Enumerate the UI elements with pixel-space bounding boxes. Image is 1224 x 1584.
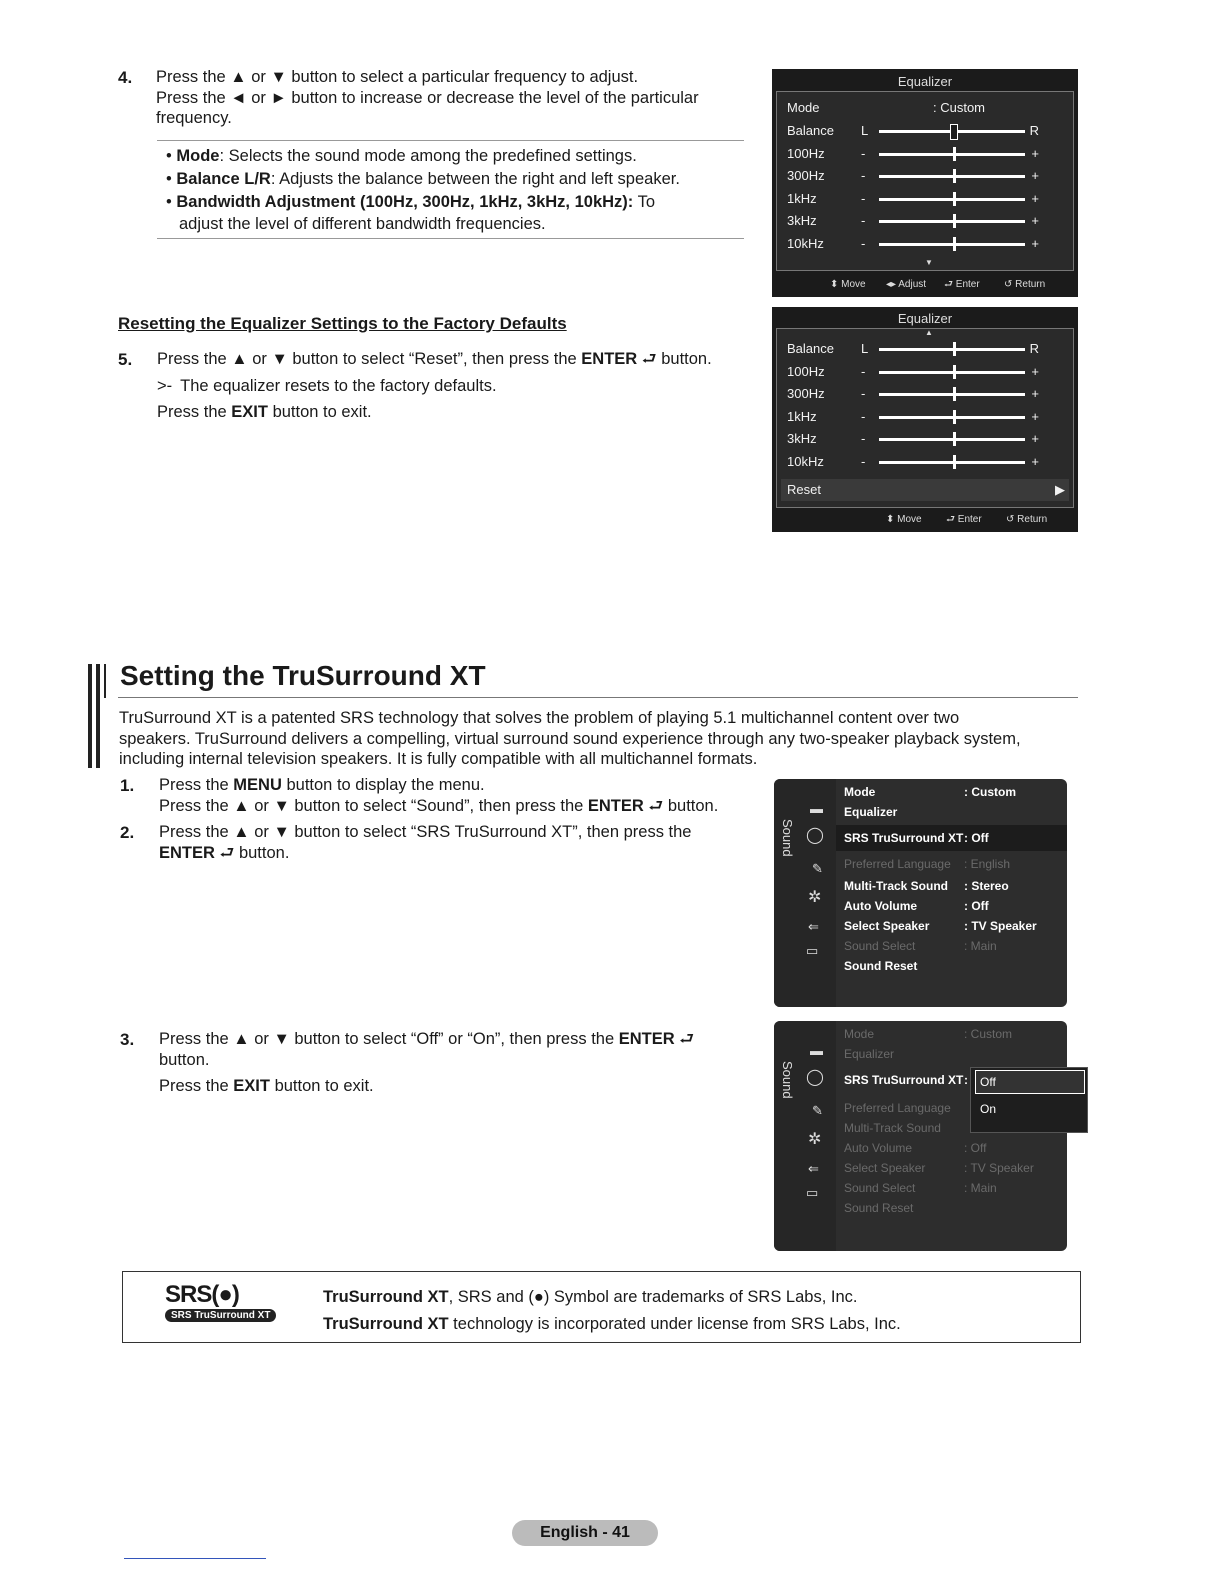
menu-item-sound-reset[interactable]: Sound Reset — [844, 959, 918, 973]
section-marker — [104, 664, 106, 698]
menu-item-value: : TV Speaker — [964, 919, 1037, 933]
return-hint: ↺ Return — [1006, 514, 1048, 525]
eq-label: 100Hz — [787, 363, 825, 379]
step4-text — [156, 67, 756, 129]
eq-row-1khz[interactable] — [787, 188, 1067, 210]
page-number — [512, 1520, 658, 1546]
menu-item-value: : Off — [964, 899, 989, 913]
screen-title: Equalizer — [897, 311, 953, 326]
step3-line1: Press the ▲ or ▼ button to select “Off” or “On”, then press the ENTER ⮐ — [159, 1030, 695, 1048]
eq-max: + — [1031, 235, 1039, 251]
eq-label: 1kHz — [787, 408, 817, 424]
eq-slider-knob[interactable] — [953, 192, 956, 206]
menu-item-multi-track-sound[interactable]: Multi-Track Sound — [844, 1121, 941, 1135]
eq-min: - — [861, 363, 866, 379]
move-hint: ⬍ Move — [886, 514, 922, 525]
channel-icon: ✎ — [812, 861, 823, 876]
step5-line1: Press the ▲ or ▼ button to select “Reset”, then press the ENTER ⮐ button. — [157, 350, 712, 368]
eq-max: + — [1031, 431, 1039, 446]
equalizer-screen-1 — [772, 69, 1078, 297]
menu-item-value: : Stereo — [964, 879, 1009, 893]
option-popup — [970, 1067, 1088, 1133]
section-title: Setting the TruSurround XT — [120, 660, 486, 691]
eq-row-10khz[interactable] — [787, 233, 1067, 255]
menu-item-select-speaker[interactable]: Select Speaker — [844, 1161, 926, 1175]
reset-heading: Resetting the Equalizer Settings to the Factory Defaults — [118, 314, 567, 333]
step-number: 3. — [120, 1030, 135, 1049]
eq-label: Balance — [787, 123, 834, 138]
application-icon: ▭ — [806, 1185, 819, 1200]
trademark-line2: TruSurround XT technology is incorporated under license from SRS Labs, Inc. — [323, 1315, 901, 1333]
menu-item-value: : — [964, 1073, 968, 1087]
equalizer-panel — [776, 328, 1074, 508]
option-on[interactable]: On — [980, 1102, 997, 1116]
application-icon: ▭ — [806, 943, 819, 958]
eq-label: 10kHz — [787, 235, 824, 251]
right-arrow-icon: ▶ — [1055, 482, 1065, 497]
mode-label: Mode — [787, 100, 820, 115]
eq-max: + — [1031, 386, 1039, 401]
move-hint: ⬍ Move — [830, 279, 866, 290]
eq-slider-track[interactable] — [879, 243, 1025, 246]
eq-label: 10kHz — [787, 453, 824, 469]
step1-line2: Press the ▲ or ▼ button to select “Sound”, then press the ENTER ⮐ button. — [159, 796, 719, 815]
menu-item-value: : English — [964, 857, 1011, 871]
menu-sidebar — [774, 1021, 836, 1251]
page-number-label: English - 41 — [540, 1524, 630, 1541]
setup-icon: ✲ — [808, 889, 822, 906]
srs-logo-text: SRS(●) — [165, 1281, 239, 1308]
screen-title: Equalizer — [897, 74, 953, 89]
eq-row-3khz[interactable] — [787, 210, 1067, 232]
help-bar — [772, 508, 1078, 532]
eq-max: + — [1031, 213, 1039, 228]
footer-rule — [124, 1558, 266, 1559]
step4-line3: frequency. — [156, 109, 232, 127]
enter-hint: ⮐ Enter — [944, 279, 980, 290]
eq-row-100hz[interactable] — [787, 361, 1067, 383]
eq-slider-knob[interactable] — [953, 365, 956, 379]
trademark-box — [122, 1271, 1081, 1343]
eq-slider-knob[interactable] — [953, 169, 956, 183]
section-marker — [88, 664, 92, 768]
eq-min: - — [861, 386, 866, 401]
menu-item-sound-reset[interactable]: Sound Reset — [844, 1201, 914, 1215]
menu-item-mode[interactable]: Mode — [844, 1027, 875, 1041]
step5-exit: Press the EXIT button to exit. — [157, 403, 372, 421]
eq-label: 3kHz — [787, 431, 817, 446]
eq-slider-knob[interactable] — [953, 214, 956, 228]
menu-item-equalizer[interactable]: Equalizer — [844, 805, 898, 819]
step-number: 4. — [118, 68, 133, 87]
eq-slider-knob[interactable] — [953, 432, 956, 446]
sound-menu-2 — [774, 1021, 1067, 1251]
eq-min: - — [861, 431, 866, 446]
menu-item-preferred-language[interactable]: Preferred Language — [844, 857, 951, 871]
menu-item-value: : Custom — [964, 785, 1016, 799]
eq-slider-track[interactable] — [879, 461, 1025, 464]
eq-max: + — [1031, 145, 1039, 161]
eq-min: L — [861, 123, 869, 138]
menu-item-select-speaker[interactable]: Select Speaker — [844, 919, 930, 933]
input-icon: ⇐ — [808, 919, 819, 934]
equalizer-screen-2 — [772, 307, 1078, 532]
sound-icon: ◯ — [806, 827, 824, 844]
menu-item-value: : Main — [964, 1181, 997, 1195]
step4-line2: Press the ◄ or ► button to increase or decrease the level of the particular — [156, 88, 699, 107]
eq-min: - — [861, 235, 866, 251]
intro-line: TruSurround XT is a patented SRS technology that solves the problem of playing 5.1 multichannel content over two — [119, 709, 960, 727]
eq-slider-track[interactable] — [879, 438, 1025, 441]
menu-item-preferred-language[interactable]: Preferred Language — [844, 1101, 951, 1115]
step5-text — [157, 349, 767, 423]
reset-row[interactable] — [781, 479, 1069, 501]
menu-item-sound-select[interactable]: Sound Select — [844, 939, 916, 953]
eq-label: 3kHz — [787, 213, 817, 228]
bullet-item-cont: adjust the level of different bandwidth frequencies. — [179, 215, 546, 233]
section-marker — [96, 664, 100, 768]
divider — [157, 140, 744, 141]
eq-row-10khz[interactable] — [787, 451, 1067, 473]
step1-text — [159, 775, 769, 816]
srs-logo — [165, 1282, 276, 1322]
divider — [157, 238, 744, 239]
eq-max: + — [1031, 453, 1039, 469]
intro-paragraph — [119, 708, 1089, 770]
eq-min: - — [861, 145, 866, 161]
mode-value: : Custom — [933, 100, 986, 115]
menu-item-auto-volume[interactable]: Auto Volume — [844, 1141, 913, 1155]
step2-line1: Press the ▲ or ▼ button to select “SRS TruSurround XT”, then press the — [159, 823, 692, 841]
menu-item-equalizer[interactable]: Equalizer — [844, 1047, 895, 1061]
menu-item-value: : Off — [964, 831, 989, 845]
eq-row-balance[interactable] — [787, 120, 1067, 142]
trademark-text — [323, 1284, 1063, 1338]
menu-item-value: : TV Speaker — [964, 1161, 1034, 1175]
adjust-hint: ◂▸ Adjust — [886, 279, 927, 290]
step3-line2: button. — [159, 1050, 210, 1069]
return-hint: ↺ Return — [1004, 279, 1046, 290]
eq-max: + — [1031, 168, 1039, 183]
eq-max: R — [1029, 123, 1039, 138]
picture-icon: ▬ — [810, 801, 823, 816]
picture-icon: ▬ — [810, 1043, 823, 1058]
menu-item-value: : Custom — [964, 1027, 1013, 1041]
eq-min: L — [861, 341, 869, 356]
eq-max: + — [1031, 190, 1039, 206]
setup-icon: ✲ — [808, 1131, 822, 1148]
eq-slider-track[interactable] — [879, 198, 1025, 201]
eq-min: - — [861, 168, 866, 183]
input-icon: ⇐ — [808, 1161, 819, 1176]
step4-line1: Press the ▲ or ▼ button to select a particular frequency to adjust. — [156, 68, 639, 86]
bullet-item: • Bandwidth Adjustment (100Hz, 300Hz, 1kHz, 3kHz, 10kHz): To — [166, 193, 656, 211]
sound-menu-1 — [774, 779, 1067, 1007]
eq-row-1khz[interactable] — [787, 406, 1067, 428]
eq-slider-track[interactable] — [879, 175, 1025, 178]
eq-max: + — [1031, 408, 1039, 424]
eq-slider-track[interactable] — [879, 416, 1025, 419]
mode-row[interactable] — [787, 97, 1067, 119]
eq-min: - — [861, 453, 866, 469]
step-number: 5. — [118, 350, 133, 369]
step-number: 1. — [120, 776, 135, 795]
arrow-icon: >- — [157, 376, 173, 395]
eq-slider-track[interactable] — [879, 220, 1025, 223]
sound-tab-label[interactable]: Sound — [780, 1061, 795, 1099]
eq-slider-knob[interactable] — [950, 124, 958, 140]
step3-text — [159, 1029, 769, 1097]
eq-label: Balance — [787, 341, 834, 356]
option-off[interactable]: Off — [975, 1070, 1085, 1094]
intro-line: including internal television speakers. It is fully compatible with all multichannel formats. — [119, 750, 758, 768]
help-bar — [772, 273, 1078, 297]
eq-slider-knob[interactable] — [953, 387, 956, 401]
eq-label: 300Hz — [787, 386, 825, 401]
sound-icon: ◯ — [806, 1069, 824, 1086]
step5-note: >- The equalizer resets to the factory defaults. — [157, 376, 497, 395]
eq-row-300hz[interactable] — [787, 165, 1067, 187]
eq-slider-track[interactable] — [879, 348, 1025, 351]
menu-sidebar — [774, 779, 836, 1007]
enter-hint: ⮐ Enter — [946, 514, 982, 525]
eq-row-balance[interactable] — [787, 338, 1067, 360]
divider — [118, 697, 1078, 698]
eq-min: - — [861, 213, 866, 228]
eq-row-300hz[interactable] — [787, 383, 1067, 405]
bullet-list — [166, 145, 746, 234]
eq-label: 300Hz — [787, 168, 825, 183]
eq-max: + — [1031, 363, 1039, 379]
eq-min: - — [861, 190, 866, 206]
menu-item-multi-track-sound[interactable]: Multi-Track Sound — [844, 879, 949, 893]
sound-tab-label[interactable]: Sound — [780, 819, 795, 857]
eq-row-3khz[interactable] — [787, 428, 1067, 450]
bullet-item: • Mode: Selects the sound mode among the predefined settings. — [166, 147, 637, 165]
eq-min: - — [861, 408, 866, 424]
eq-slider-track[interactable] — [879, 153, 1025, 156]
eq-label: 1kHz — [787, 190, 817, 206]
channel-icon: ✎ — [812, 1103, 823, 1118]
bullet-item: • Balance L/R: Adjusts the balance between the right and left speaker. — [166, 170, 680, 188]
eq-label: 100Hz — [787, 145, 825, 161]
menu-item-srs-trusurround-xt[interactable]: SRS TruSurround XT — [844, 831, 964, 845]
eq-slider-knob[interactable] — [953, 410, 956, 424]
eq-slider-knob[interactable] — [953, 237, 956, 251]
eq-max: R — [1029, 341, 1039, 356]
menu-item-sound-select[interactable]: Sound Select — [844, 1181, 916, 1195]
eq-slider-knob[interactable] — [953, 147, 956, 161]
srs-logo-badge: SRS TruSurround XT — [165, 1309, 276, 1322]
equalizer-panel — [776, 91, 1074, 271]
menu-item-value: : Off — [964, 1141, 987, 1155]
scroll-down-icon: ▼ — [925, 258, 933, 267]
step1-line1: Press the MENU button to display the menu. — [159, 776, 485, 794]
eq-slider-knob[interactable] — [953, 342, 956, 356]
menu-item-value: : Main — [964, 939, 997, 953]
eq-slider-track[interactable] — [879, 371, 1025, 374]
eq-slider-knob[interactable] — [953, 455, 956, 469]
trademark-line1: TruSurround XT, SRS and (●) Symbol are trademarks of SRS Labs, Inc. — [323, 1288, 858, 1306]
step2-line2: ENTER ⮐ button. — [159, 843, 290, 862]
reset-label: Reset — [787, 482, 821, 497]
step3-exit: Press the EXIT button to exit. — [159, 1077, 374, 1095]
step-number: 2. — [120, 823, 135, 842]
intro-line: speakers. TruSurround delivers a compelling, virtual surround sound experience through any two-speaker playback system, — [119, 729, 1021, 748]
eq-row-100hz[interactable] — [787, 143, 1067, 165]
menu-item-srs-trusurround-xt[interactable]: SRS TruSurround XT — [844, 1073, 964, 1087]
scroll-up-icon: ▲ — [925, 328, 933, 337]
step2-text — [159, 822, 759, 863]
menu-item-auto-volume[interactable]: Auto Volume — [844, 899, 918, 913]
eq-slider-track[interactable] — [879, 393, 1025, 396]
menu-item-mode[interactable]: Mode — [844, 785, 876, 799]
